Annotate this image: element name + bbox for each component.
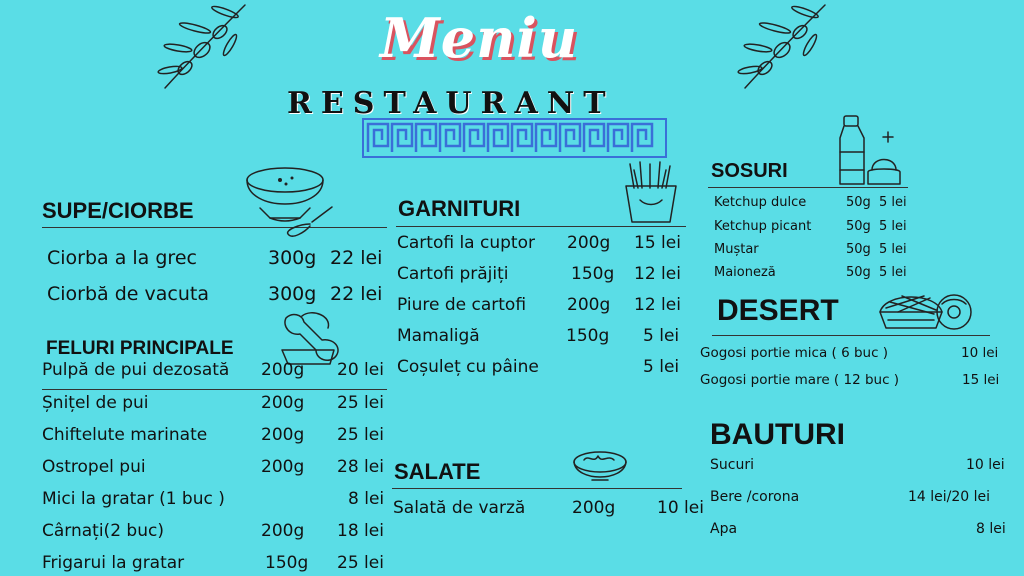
item-name: Șnițel de pui [42,393,149,413]
sauce-bottle-icon [834,112,914,192]
item-price: 15 lei [962,372,1000,388]
list-item [42,521,388,545]
section-feluri-heading: FELURI PRINCIPALE [46,338,234,359]
list-item [397,326,687,350]
divider [392,488,682,489]
list-item [47,283,387,307]
list-item [714,265,914,283]
item-price: 22 lei [330,247,383,269]
item-name: Ketchup picant [714,219,812,234]
list-item [710,489,1012,507]
item-qty: 300g [268,283,317,305]
item-qty: 50g [846,219,871,234]
item-qty: 300g [268,247,317,269]
restaurant-subtitle: RESTAURANT [287,86,615,121]
item-qty: 200g [261,457,305,477]
item-price: 22 lei [330,283,383,305]
list-item [714,195,914,213]
item-price: 28 lei [337,457,384,477]
divider [42,389,387,390]
item-qty: 200g [261,393,305,413]
list-item [397,357,687,381]
list-item [700,345,1010,363]
item-price: 5 lei [643,357,680,377]
greek-meander-ornament [362,118,667,158]
list-item [397,264,687,288]
item-name: Muștar [714,242,759,257]
section-bauturi-heading: BAUTURI [710,418,845,451]
item-qty: 150g [571,264,615,284]
item-price: 12 lei [634,295,681,315]
section-salate-heading: SALATE [394,459,481,484]
list-item [42,553,388,575]
item-name: Chiftelute marinate [42,425,208,445]
divider [396,226,686,227]
item-price: 20 lei [337,360,384,380]
list-item [42,457,388,481]
salad-bowl-icon [570,446,630,486]
item-qty: 150g [265,553,309,573]
item-name: Ostropel pui [42,457,146,477]
item-qty: 200g [261,360,305,380]
item-name: Gogosi portie mica ( 6 buc ) [700,345,889,361]
item-qty: 50g [846,265,871,280]
item-name: Piure de cartofi [397,295,527,315]
item-price: 15 lei [634,233,681,253]
list-item [397,233,687,257]
item-name: Cartofi la cuptor [397,233,535,253]
item-qty: 150g [566,326,610,346]
item-name: Cârnați(2 buc) [42,521,164,541]
item-qty: 200g [261,425,305,445]
item-price: 25 lei [337,425,384,445]
item-name: Sucuri [710,457,754,473]
item-name: Salată de varză [393,498,526,518]
item-qty: 50g [846,242,871,257]
item-name: Pulpă de pui dezosată [42,360,230,380]
item-qty: 200g [572,498,616,518]
item-name: Cartofi prăjiți [397,264,509,284]
item-price: 18 lei [337,521,384,541]
list-item [710,457,1012,475]
item-qty: 50g [846,195,871,210]
item-name: Frigarui la gratar [42,553,185,573]
item-name: Mici la gratar (1 buc ) [42,489,225,509]
item-name: Bere /corona [710,489,800,505]
item-qty: 200g [567,233,611,253]
item-price: 5 lei [879,242,907,257]
item-name: Ciorba a la grec [47,247,197,269]
list-item [714,242,914,260]
item-price: 10 lei [657,498,704,518]
item-price: 5 lei [879,219,907,234]
item-price: 10 lei [966,457,1005,473]
item-price: 5 lei [643,326,680,346]
item-name: Mamaligă [397,326,480,346]
item-price: 25 lei [337,393,384,413]
list-item [714,219,914,237]
item-price: 25 lei [337,553,384,573]
item-price: 5 lei [879,195,907,210]
list-item [47,247,387,271]
item-name: Coșuleț cu pâine [397,357,539,377]
item-price: 8 lei [976,521,1006,537]
section-desert-heading: DESERT [717,294,839,327]
item-qty: 200g [261,521,305,541]
list-item [42,360,388,384]
soup-bowl-icon [240,162,340,244]
fries-icon [620,160,682,226]
item-price: 10 lei [961,345,999,361]
item-name: Apa [710,521,738,537]
list-item [397,295,687,319]
item-price: 5 lei [879,265,907,280]
menu-title: Meniu [380,6,579,70]
list-item [393,498,705,522]
item-name: Ketchup dulce [714,195,807,210]
section-supe-heading: SUPE/CIORBE [42,198,194,223]
list-item [42,393,388,417]
olive-branch-icon [730,0,830,95]
donut-icon [934,290,974,336]
section-sosuri-heading: SOSURI [711,160,788,182]
item-name: Maioneză [714,265,776,280]
list-item [700,372,1010,390]
item-price: 12 lei [634,264,681,284]
item-qty: 200g [567,295,611,315]
list-item [42,489,388,513]
item-price: 14 lei/20 lei [908,489,991,505]
item-name: Gogosi portie mare ( 12 buc ) [700,372,900,388]
item-price: 8 lei [348,489,385,509]
item-name: Ciorbă de vacuta [47,283,209,305]
section-garnituri-heading: GARNITURI [398,196,521,221]
list-item [710,521,1012,539]
list-item [42,425,388,449]
olive-branch-icon [150,0,250,95]
